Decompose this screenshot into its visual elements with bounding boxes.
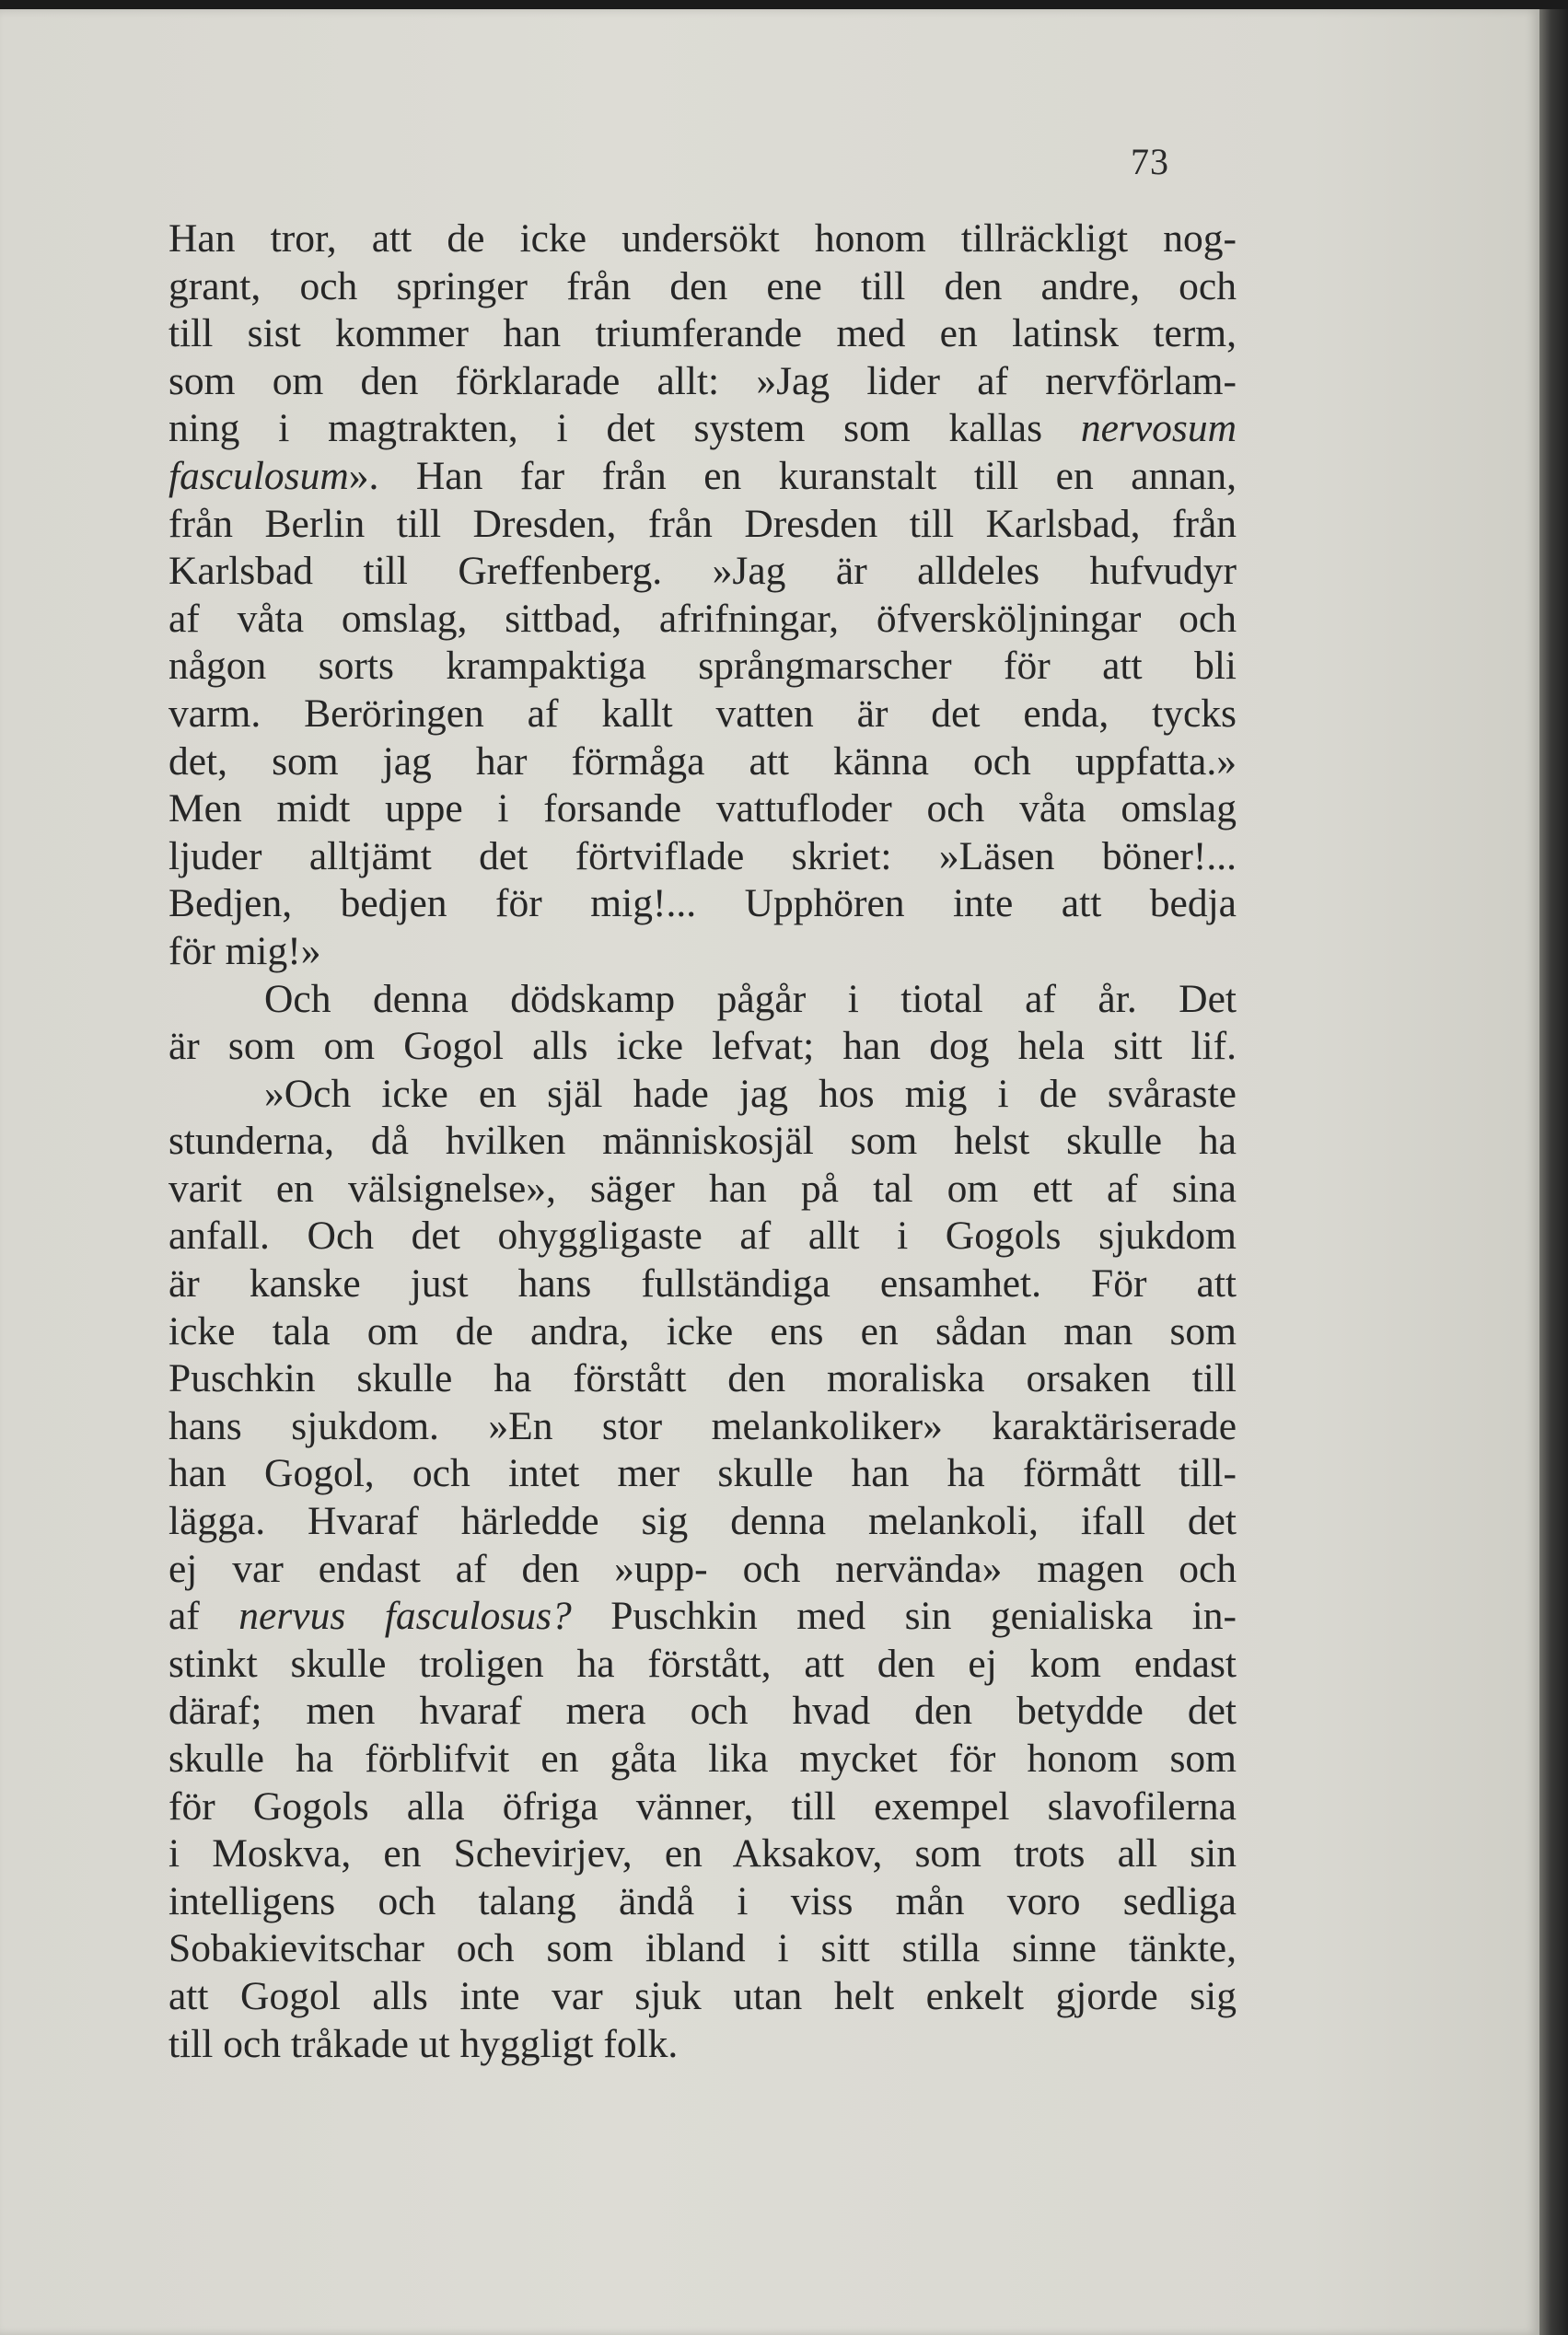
text-line: icke tala om de andra, icke ens en sådan man som — [168, 1308, 1237, 1353]
text-line — [168, 405, 1237, 453]
text-segment: af — [168, 1594, 239, 1639]
text-line: Men midt uppe i forsande vattufloder och våta omslag — [168, 786, 1237, 831]
text-line: Han tror, att de icke undersökt honom tillräckligt nog- — [168, 216, 1237, 261]
text-line: Och denna dödskamp pågår i tiotal af år. Det — [264, 976, 1237, 1021]
text-line: stunderna, då hvilken människosjäl som helst skulle ha — [168, 1119, 1237, 1164]
text-line: för mig!» — [168, 928, 321, 973]
text-line: intelligens och talang ändå i viss mån voro sedliga — [168, 1878, 1237, 1923]
text-line — [168, 453, 1237, 501]
italic-term: fasculosum — [168, 453, 349, 498]
text-line: som om den förklarade allt: »Jag lider af nervförlam- — [168, 358, 1237, 403]
text-line: han Gogol, och intet mer skulle han ha förmått till- — [168, 1451, 1237, 1496]
text-line: till sist kommer han triumferande med en latinsk term, — [168, 311, 1237, 356]
text-line: Bedjen, bedjen för mig!... Upphören inte att bedja — [168, 881, 1237, 926]
text-line: att Gogol alls inte var sjuk utan helt enkelt gjorde sig — [168, 1973, 1237, 2018]
text-line: är som om Gogol alls icke lefvat; han dog hela sitt lif. — [168, 1024, 1237, 1069]
text-line: grant, och springer från den ene till den andre, och — [168, 263, 1237, 308]
text-line: hans sjukdom. »En stor melankoliker» karaktäriserade — [168, 1403, 1237, 1448]
text-line: varm. Beröringen af kallt vatten är det enda, tycks — [168, 691, 1237, 736]
text-line: Karlsbad till Greffenberg. »Jag är alldeles hufvudyr — [168, 549, 1237, 594]
text-line: Puschkin skulle ha förstått den moraliska orsaken till — [168, 1356, 1237, 1401]
text-line: Sobakievitschar och som ibland i sitt stilla sinne tänkte, — [168, 1926, 1237, 1971]
body-text — [168, 215, 1237, 2068]
text-segment: Puschkin med sin genialiska in- — [571, 1594, 1237, 1639]
text-line: någon sorts krampaktiga språngmarscher för att bli — [168, 644, 1237, 689]
text-line: stinkt skulle troligen ha förstått, att den ej kom endast — [168, 1641, 1237, 1686]
text-line: »Och icke en själ hade jag hos mig i de svåraste — [264, 1071, 1237, 1116]
text-line: anfall. Och det ohyggligaste af allt i Gogols sjukdom — [168, 1214, 1237, 1259]
page-number: 73 — [1131, 141, 1169, 182]
text-line: däraf; men hvaraf mera och hvad den betydde det — [168, 1689, 1237, 1734]
text-segment: ». Han far från en kuranstalt till en annan, — [348, 453, 1237, 498]
text-line: i Moskva, en Schevirjev, en Aksakov, som trots all sin — [168, 1831, 1237, 1876]
italic-term: nervus fasculosus? — [238, 1594, 572, 1639]
text-line: till och tråkade ut hyggligt folk. — [168, 2021, 679, 2066]
text-line: lägga. Hvaraf härledde sig denna melankoli, ifall det — [168, 1499, 1237, 1544]
text-line: det, som jag har förmåga att känna och uppfatta.» — [168, 738, 1237, 784]
text-line: af våta omslag, sittbad, afrifningar, öfversköljningar och — [168, 596, 1237, 641]
text-line: ljuder alltjämt det förtviflade skriet: »Läsen böner!... — [168, 833, 1237, 878]
text-line: ej var endast af den »upp- och nervända» magen och — [168, 1546, 1237, 1591]
text-line: är kanske just hans fullständiga ensamhet. För att — [168, 1261, 1237, 1307]
text-segment: ning i magtrakten, i det system som kallas — [168, 406, 1081, 451]
text-line — [168, 1593, 1237, 1641]
italic-term: nervosum — [1080, 406, 1237, 451]
page-edge — [1539, 9, 1568, 2335]
text-line: skulle ha förblifvit en gåta lika mycket för honom som — [168, 1737, 1237, 1781]
text-line: varit en välsignelse», säger han på tal om ett af sina — [168, 1166, 1237, 1211]
text-line: från Berlin till Dresden, från Dresden till Karlsbad, från — [168, 501, 1237, 546]
text-line: för Gogols alla öfriga vänner, till exempel slavofilerna — [168, 1783, 1237, 1829]
